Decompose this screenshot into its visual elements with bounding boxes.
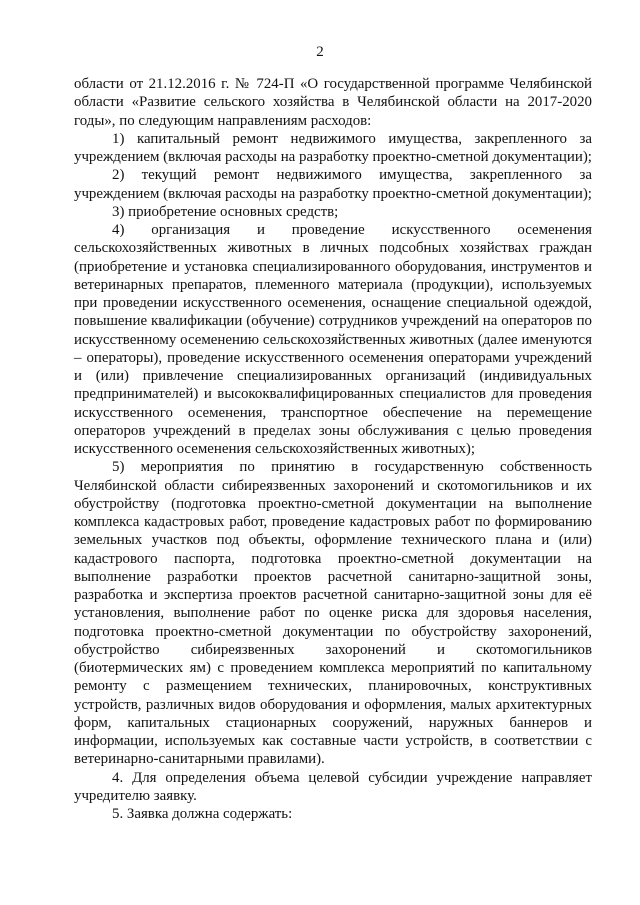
paragraph-item-3: 3) приобретение основных средств; bbox=[112, 203, 339, 220]
paragraph-clause-4: 4. Для определения объема целевой субсидии учреждение направляет учредителю заявку. bbox=[74, 769, 592, 804]
paragraph-item-5: 5) мероприятия по принятию в государственную собственность Челябинской области сибиреязвенных захоронений и скотомогильников и их обустройству (подготовка проектно-сметной документации на выполнение комплекса кадастровых работ, проведение кадастровых работ по формированию земельных участков под объекты, оформление технического плана и (или) кадастрового паспорта, подготовка проектно-сметной документации на выполнение разработки проектов расчетной санитарно-защитной зоны, разработка и экспертиза проектов расчетной санитарно-защитной зоны для её установления, выполнение работ по оценке риска для здоровья населения, подготовка проектно-сметной документации по обустройству захоронений, обустройство сибиреязвенных захоронений и скотомогильников (биотермических ям) с проведением комплекса мероприятий по капитальному ремонту с размещением технических, планировочных, конструктивных устройств, различных видов оборудования и оформления, малых архитектурных форм, капитальных стационарных сооружений, наружных баннеров и информации, используемых как составные части устройств, в соответствии с ветеринарно-санитарными правилами). bbox=[74, 459, 592, 768]
document-body bbox=[74, 75, 592, 823]
paragraph-clause-5: 5. Заявка должна содержать: bbox=[112, 806, 293, 822]
paragraph-item-4: 4) организация и проведение искусственного осеменения сельскохозяйственных животных в личных подсобных хозяйствах граждан (приобретение и установка специализированного оборудования, инструментов и ветеринарных препаратов, племенного материала (продукции), используемых при проведении искусственного осеменения, оснащение специальной одеждой, повышение квалификации (обучение) сотрудников учреждений на операторов по искусственному осеменению сельскохозяйственных животных (далее именуются – операторы), проведение искусственного осеменения операторами учреждений и (или) привлечение специализированных организаций (индивидуальных предпринимателей) и высококвалифицированных специалистов для проведения искусственного осеменения, транспортное обеспечение на перемещение операторов учреждений в пределах зоны обслуживания с целью проведения искусственного осеменения сельскохозяйственных животных); bbox=[74, 222, 592, 457]
paragraph-intro: области от 21.12.2016 г. № 724-П «О государственной программе Челябинской области «Развитие сельского хозяйства в Челябинской области на 2017-2020 годы», по следующим направлениям расходов: bbox=[74, 76, 592, 129]
paragraph-item-2: 2) текущий ремонт недвижимого имущества, закрепленного за учреждением (включая расходы на разработку проектно-сметной документации); bbox=[74, 167, 592, 202]
paragraph-item-1: 1) капитальный ремонт недвижимого имущества, закрепленного за учреждением (включая расходы на разработку проектно-сметной документации); bbox=[74, 130, 592, 165]
page-number: 2 bbox=[316, 44, 324, 60]
